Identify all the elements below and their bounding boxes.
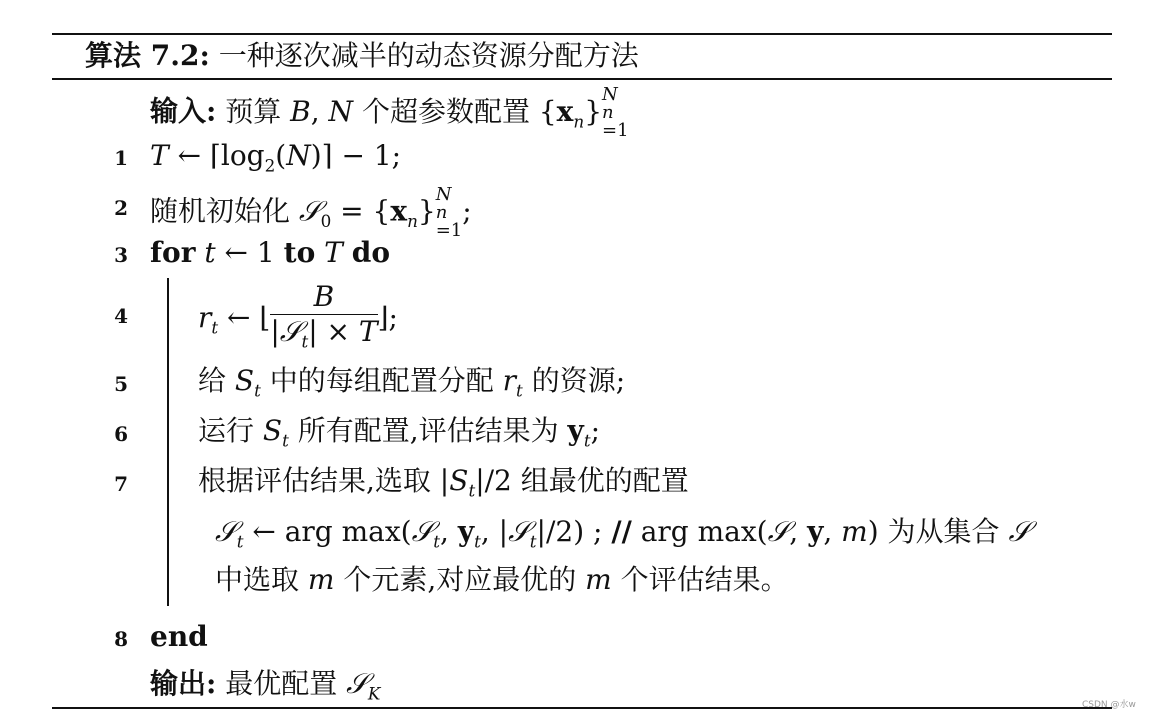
step-7-comment: 中选取 m 个元素,对应最优的 m 个评估结果。 bbox=[215, 563, 789, 596]
top-rule bbox=[52, 33, 1112, 35]
line-number-5: 5 bbox=[114, 372, 128, 396]
output-text: 最优配置 𝒮$_K$ bbox=[225, 667, 381, 704]
algorithm-title bbox=[85, 38, 639, 74]
input-line bbox=[150, 86, 629, 140]
step-5: 给 $S_t$ 中的每组配置分配 $r_t$ 的资源; bbox=[198, 364, 626, 401]
step-2: 随机初始化 𝒮$_0$ = $\{x_n\}$ N n =1 ; bbox=[150, 184, 472, 241]
header-rule bbox=[52, 78, 1112, 80]
line-number-1: 1 bbox=[114, 146, 128, 170]
algorithm-label: 算法 7.2: bbox=[85, 39, 210, 72]
line-number-8: 8 bbox=[114, 627, 128, 651]
step-6: 运行 $S_t$ 所有配置,评估结果为 $y_t$; bbox=[198, 414, 601, 451]
output-line bbox=[150, 666, 380, 712]
line-number-3: 3 bbox=[114, 243, 128, 267]
step-3-for: for t ← 1 to T do bbox=[150, 236, 391, 269]
input-label: 输入: bbox=[150, 94, 217, 128]
step-8-end: end bbox=[150, 620, 208, 653]
watermark: CSDN @水w bbox=[1082, 700, 1136, 710]
line-number-6: 6 bbox=[114, 422, 128, 446]
output-label: 输出: bbox=[150, 667, 217, 700]
line-number-7: 7 bbox=[114, 472, 128, 496]
input-text: 预算 B, N 个超参数配置 $\{x_n\}$ N n =1 bbox=[225, 84, 629, 141]
step-4: $r_t$ ← ⌊ $\frac{B}{|𝒮_t| \times T}$ ⌋; bbox=[198, 280, 398, 352]
loop-body-bar bbox=[167, 278, 169, 606]
step-7: 根据评估结果,选取 $|S_t|/2$ 组最优的配置 bbox=[198, 464, 689, 501]
step-7-assignment: 𝒮$_t$ ← arg max(𝒮$_t$, $y_t$, |𝒮$_t$|/2) ; // arg max(𝒮, y, m) 为从集合 𝒮 bbox=[215, 515, 1031, 552]
line-number-2: 2 bbox=[114, 196, 128, 220]
step-1: T ← $⌈\log_2(N)⌉ - 1$; bbox=[150, 139, 402, 176]
algorithm-name: 一种逐次减半的动态资源分配方法 bbox=[218, 39, 639, 72]
line-number-4: 4 bbox=[114, 304, 128, 328]
